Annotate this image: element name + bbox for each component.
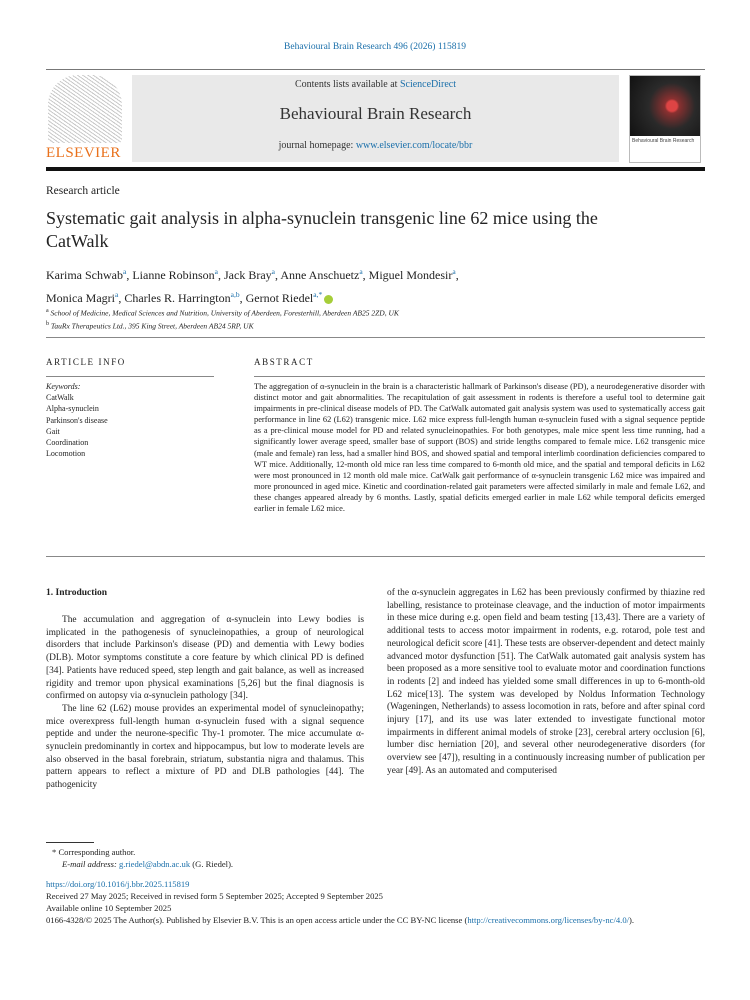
publication-info: [46, 878, 706, 926]
section-heading-introduction: 1. Introduction: [46, 588, 108, 598]
cover-title: Behavioural Brain Research: [632, 138, 695, 144]
journal-title[interactable]: Behavioural Brain Research: [279, 104, 472, 123]
keyword: Parkinson's disease: [46, 415, 108, 425]
homepage-link[interactable]: www.elsevier.com/locate/bbr: [355, 140, 473, 151]
author[interactable]: Charles R. Harrington$^{a,b}$: [124, 290, 240, 305]
keywords-label: Keywords:: [46, 382, 81, 391]
author-list: Karima Schwab$^a$, Lianne Robinson$^a$, Jack Bray$^a$, Anne Anschuetz$^a$, Miguel Mondesir$^a$, Monica Magri$^a$, Charles R. Harrington$^{a,b}$, Gernot Riedel$^{a,*}$: [46, 267, 459, 305]
received-dates: Received 27 May 2025; Received in revised form 5 September 2025; Accepted 9 September 2025: [46, 891, 383, 901]
abstract-heading: ABSTRACT: [254, 357, 314, 367]
author[interactable]: Jack Bray$^a$: [224, 267, 275, 282]
license-line: [46, 914, 706, 926]
available-online: Available online 10 September 2025: [46, 903, 172, 913]
elsevier-tree-icon: [48, 75, 122, 143]
author[interactable]: Lianne Robinson$^a$: [132, 267, 218, 282]
masthead-thick-rule: [46, 167, 705, 171]
orcid-icon[interactable]: [324, 295, 333, 304]
paragraph: of the α-synuclein aggregates in L62 has been previously confirmed by thiazine red labelling, resistance to proteinase cleavage, and the induction of motor impairments in these mice during e.g. open field and beam testing [13,43]. There are a variety of additional tests to access motor impairment in rodents, e.g. rotarod, pole test and neurological deficit score [41]. These tests are observer-dependent and detect mainly advanced motor dysfunction [51]. The CatWalk automated gait analysis system has been proposed as a more sensitive tool to evaluate motor and coordination functions in rodents [2] and indeed has yielded some small differences in up to 6-month-old L62 mice[13]. The system was developed by Noldus Information Technology (Wageningen, Netherlands) to assess locomotion in rats, before and after spinal cord injury [17], and its use was later extended to investigate functional motor impairments in different animal models of stroke [23], cerebral artery occlusion [6], lumber disc herniation [20], and several other neurodegenerative disorders (for overview see [47]), resulting in a continuously increasing number of publication per year [49]. As an automated and computerised: [387, 588, 705, 776]
corresponding-author-note: * Corresponding author.: [52, 847, 136, 857]
article-title: Systematic gait analysis in alpha-synuclein transgenic line 62 mice using the CatWalk: [46, 208, 598, 251]
contents-prefix: Contents lists available at: [294, 79, 400, 90]
keyword: Alpha-synuclein: [46, 404, 99, 414]
divider: [46, 337, 705, 338]
doi-link[interactable]: https://doi.org/10.1016/j.bbr.2025.115819: [46, 879, 190, 889]
body-column-left: [46, 614, 364, 792]
journal-citation[interactable]: Behavioural Brain Research 496 (2026) 115819: [284, 42, 466, 52]
elsevier-wordmark: ELSEVIER: [46, 145, 121, 161]
license-link[interactable]: http://creativecommons.org/licenses/by-nc/4.0/: [467, 915, 630, 925]
email-line: [52, 858, 233, 870]
affiliations: [46, 306, 399, 331]
license-prefix: 0166-4328/© 2025 The Author(s). Published by Elsevier B.V. This is an open access article under the CC BY-NC license (: [46, 915, 468, 925]
email-suffix: (G. Riedel).: [190, 859, 234, 869]
homepage-prefix: journal homepage:: [278, 140, 356, 151]
author[interactable]: Karima Schwab$^a$: [46, 267, 127, 282]
author[interactable]: Anne Anschuetz$^a$: [280, 267, 363, 282]
paragraph: The line 62 (L62) mouse provides an experimental model of synucleinopathy; mice overexpress full-length human α-synuclein fused with a signal sequence peptide and under the neurone-specific Thy-1 promoter. The mice accumulate α-synuclein predominantly in cortex and hippocampus, but low to moderate levels are also observed in the basal forebrain, striatum, substantia nigra and thalamus. This pattern appears to reflect a mixture of PD and DLB pathologies [44]. The pathogenicity: [46, 703, 364, 791]
article-type: Research article: [46, 185, 120, 197]
license-suffix: ).: [629, 915, 635, 925]
author[interactable]: Gernot Riedel$^{a,*}$: [245, 290, 323, 305]
keyword: Locomotion: [46, 449, 86, 459]
sciencedirect-link[interactable]: ScienceDirect: [399, 79, 457, 90]
paragraph: The accumulation and aggregation of α-synuclein into Lewy bodies is implicated in the pathogenesis of synucleinopathies, a group of neurological disorders that include Parkinson's disease (PD) and dementia with Lewy bodies (DLB). Motor symptoms constitute a core feature by which clinical PD is defined [34]. Patients have reduced speed, step length and gait balance, as well as increased rigidity and tremor upon physical examinations [5,26] but the final diagnosis is confirmed on autopsy via α-synuclein pathology [34].: [46, 615, 364, 702]
journal-header-box: [132, 75, 619, 162]
divider: [254, 376, 705, 377]
cover-image: [630, 76, 700, 136]
author[interactable]: Monica Magri$^a$: [46, 290, 119, 305]
author[interactable]: Miguel Mondesir$^a$: [368, 267, 456, 282]
keywords-block: [46, 381, 108, 459]
body-column-right: [387, 587, 705, 778]
journal-cover-thumbnail[interactable]: [629, 75, 701, 163]
footnote-rule: [46, 842, 94, 843]
affiliation: $^b$ TauRx Therapeutics Ltd., 395 King Street, Aberdeen AB24 5RP, UK: [46, 320, 254, 330]
abstract-text: The aggregation of α-synuclein in the brain is a characteristic hallmark of Parkinson's disease (PD), a neurodegenerative disorder with distinct motor and gait abnormalities. The recapitulation of gait assessment in rodents is therefore a useful tool to determine gait impairments in pre-clinical disease models of PD. The CatWalk automated gait analysis system was used to systematically access gait performance in line 62 (L62) transgenic mice. L62 mice express full-length human α-synuclein fused with a signal sequence peptide as a pre-clinical mouse model for PD and related synucleinopathies. For both genotypes, male mice spent less time running, had a significantly lower average speed, smaller base of support (BOS) and stride lengths compared to female mice. L62 transgenic mice (male and female) ran less, had a smaller hind BOS, and showed spatial and temporal interlimb coordination deficiencies compared to WT mice. Additionally, 12-month old mice ran less time compared to 6-month old mice, and the spatial and temporal deficits in L62 were most pronounced in 12 month old male mice. CatWalk gait performance of α-synuclein transgenic L62 mice was impaired and more pronounced in aged mice. Kinetic and coordination-related gait parameters were affected similarly in male and female L62, and these changes appeared already by 6 months. Lastly, spatial deficits emerged earlier in male L62 while temporal deficits emerged earlier in female L62 mice.: [254, 382, 705, 514]
email-label: E-mail address:: [62, 859, 119, 869]
masthead: [46, 69, 705, 165]
keyword: CatWalk: [46, 393, 74, 403]
masthead-top-rule: [46, 69, 705, 70]
homepage-line: [132, 140, 619, 151]
contents-line: [132, 75, 619, 90]
email-link[interactable]: g.riedel@abdn.ac.uk: [118, 859, 191, 869]
keyword: Gait: [46, 426, 60, 436]
divider: [46, 556, 705, 557]
keyword: Coordination: [46, 438, 89, 448]
article-info-heading: ARTICLE INFO: [46, 357, 126, 367]
elsevier-logo[interactable]: [46, 75, 124, 163]
footnote: [52, 846, 233, 870]
divider: [46, 376, 214, 377]
affiliation: $^a$ School of Medicine, Medical Sciences and Nutrition, University of Aberdeen, Foresterhill, Aberdeen AB25 2ZD, UK: [46, 308, 399, 318]
